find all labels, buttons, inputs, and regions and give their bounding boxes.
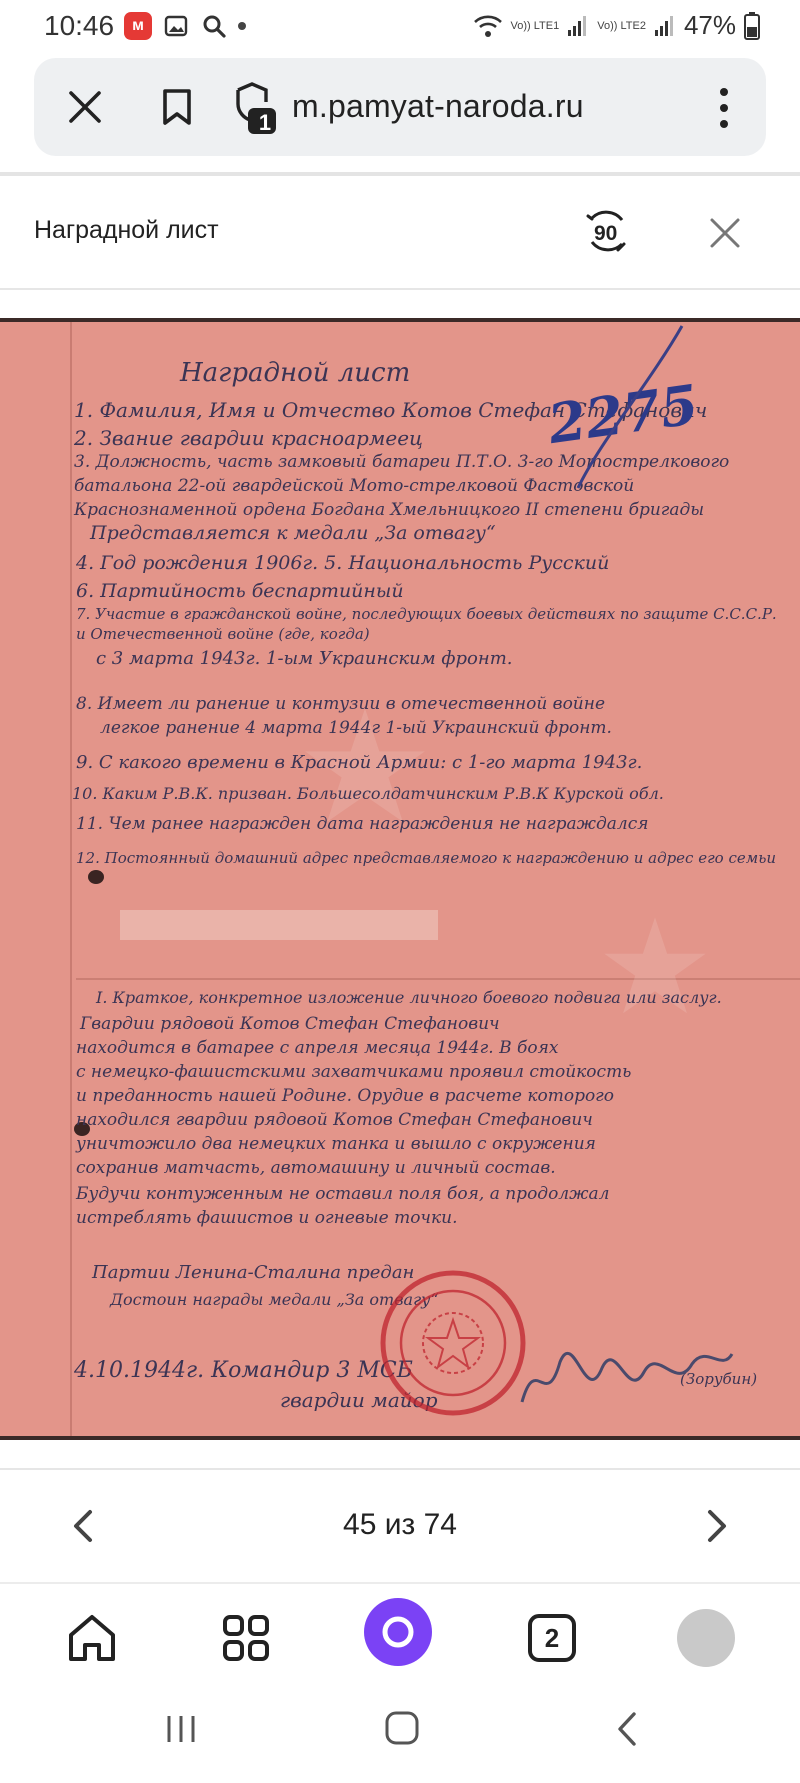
close-tab-button[interactable] (60, 82, 110, 132)
voice-assistant-button[interactable] (364, 1598, 432, 1666)
worthy-line: Достоин награды медали „За отвагу“ (110, 1290, 439, 1309)
signature-rank-line: гвардии майор (280, 1388, 438, 1412)
award-sheet-scan[interactable] (0, 318, 800, 1440)
signal-bars-1-icon (567, 14, 589, 38)
deed-line-1: Гвардии рядовой Котов Стефан Стефанович (80, 1014, 500, 1034)
document-line-9: 9. С какого времени в Красной Армии: с 1-го марта 1943г. (76, 752, 643, 773)
home-square-icon (384, 1710, 420, 1746)
document-line-2: 2. Звание гвардии красноармеец (74, 426, 424, 450)
grid-icon (221, 1613, 271, 1663)
status-bar (0, 0, 800, 56)
status-right (473, 10, 760, 41)
deed-line-2: находится в батарее с апреля месяца 1944г. В боях (76, 1038, 559, 1058)
document-line-7-answer: с 3 марта 1943г. 1-ым Украинским фронт. (96, 648, 513, 669)
deed-line-3: с немецко-фашистскими захватчиками проявил стойкость (76, 1062, 632, 1082)
menu-dot-icon (720, 104, 728, 112)
recent-apps-button[interactable] (164, 1712, 198, 1751)
home-icon (65, 1611, 119, 1665)
official-seal (378, 1268, 528, 1418)
tabs-button[interactable] (516, 1602, 588, 1674)
signature-date-line: 4.10.1944г. Командир 3 МСБ (74, 1358, 413, 1383)
signature-name: (Зорубин) (680, 1370, 758, 1388)
bookmark-button[interactable] (152, 82, 202, 132)
document-line-8-answer: легкое ранение 4 марта 1944г 1-ый Украинский фронт. (100, 718, 612, 738)
system-home-button[interactable] (384, 1710, 420, 1751)
document-line-1: 1. Фамилия, Имя и Отчество Котов Стефан Стефанович (74, 398, 708, 422)
menu-dot-icon (720, 120, 728, 128)
battery-icon (744, 12, 760, 40)
site-protection-button[interactable] (226, 80, 282, 136)
menu-dot-icon (720, 88, 728, 96)
avatar (677, 1609, 735, 1667)
document-line-4: 4. Год рождения 1906г. 5. Национальность Русский (76, 552, 610, 574)
browser-menu-button[interactable] (704, 80, 744, 136)
document-line-award: Представляется к медали „За отвагу“ (90, 522, 496, 544)
viewer-close-button[interactable] (704, 212, 746, 254)
page-counter: 45 из 74 (343, 1508, 457, 1541)
gallery-icon (162, 12, 190, 40)
loyalty-line: Партии Ленина-Сталина предан (92, 1262, 415, 1283)
battery-percent: 47% (683, 10, 736, 40)
deed-line-8: Будучи контуженным не оставил поля боя, а продолжал (76, 1184, 610, 1204)
rotate-label: 90 (594, 222, 618, 245)
more-notifications-dot-icon (238, 22, 246, 30)
system-navigation-bar (0, 1684, 800, 1783)
blue-pencil-mark (560, 322, 690, 492)
document-heading: Наградной лист (180, 358, 411, 388)
search-notification-icon (200, 12, 228, 40)
sim2-label: Vo)) LTE2 (597, 19, 646, 32)
document-line-8: 8. Имеет ли ранение и контузии в отечественной войне (76, 694, 606, 714)
signal-bars-2-icon (654, 14, 676, 38)
document-line-10: 10. Каким Р.В.К. призван. Большесолдатчинским Р.В.К Курской обл. (72, 784, 664, 803)
tab-count-badge: 1 (258, 110, 272, 135)
back-icon (612, 1710, 642, 1748)
ink-blot (88, 870, 104, 884)
document-margin-line (70, 322, 72, 1436)
status-time: 10:46 (44, 10, 115, 41)
deed-line-6: уничтожило два немецких танка и вышло с окружения (76, 1134, 596, 1154)
url-text[interactable]: m.pamyat-naroda.ru (292, 88, 584, 124)
viewer-title: Наградной лист (34, 216, 219, 244)
profile-button[interactable] (670, 1602, 742, 1674)
tabs-count: 2 (544, 1622, 560, 1653)
browser-bottom-bar (0, 1582, 800, 1686)
document-line-7: 7. Участие в гражданской войне, последующих боевых действиях по защите С.С.С.Р. и Отечественной войне (где, когда) (76, 605, 777, 643)
viewer-header (0, 176, 800, 290)
document-line-11: 11. Чем ранее награжден дата награждения не награждался (76, 814, 649, 834)
home-button[interactable] (56, 1602, 128, 1674)
commander-signature (516, 1332, 736, 1422)
close-icon (67, 89, 103, 125)
wifi-icon (473, 13, 503, 39)
deed-line-9: истреблять фашистов и огневые точки. (76, 1208, 458, 1228)
recent-apps-icon (164, 1712, 198, 1746)
notification-icons (124, 12, 246, 40)
sim1-label: Vo)) LTE1 (510, 19, 560, 32)
page-navigator (0, 1468, 800, 1584)
registration-number: 2275 (544, 371, 703, 457)
document-line-12: 12. Постоянный домашний адрес представляемого к награждению и адрес его семьи (76, 849, 777, 867)
assistant-icon (378, 1612, 418, 1652)
app-notification-icon: м (124, 12, 152, 40)
deed-line-5: находился гвардии рядовой Котов Стефан Стефанович (76, 1110, 593, 1130)
services-button[interactable] (210, 1602, 282, 1674)
chevron-right-icon (694, 1504, 738, 1548)
deed-line-7: сохранив матчасть, автомашину и личный состав. (76, 1158, 556, 1178)
system-back-button[interactable] (612, 1710, 642, 1753)
next-page-button[interactable] (694, 1504, 738, 1548)
deed-heading-visible: I. Краткое, конкретное изложение личного боевого подвига или заслуг. (96, 988, 722, 1007)
document-line-6: 6. Партийность беспартийный (76, 580, 404, 602)
close-icon (704, 212, 746, 254)
document-line-3: 3. Должность, часть замковый батареи П.Т.О. 3-го Мотострелкового батальона 22-ой гвардейской Мото-стрелковой Фастовской Краснознаменной ордена Богдана Хмельницкого II степени бригады (74, 452, 730, 520)
bookmark-icon (162, 88, 192, 126)
deed-line-4: и преданность нашей Родине. Орудие в расчете которого (76, 1086, 615, 1106)
browser-address-bar (34, 58, 766, 156)
